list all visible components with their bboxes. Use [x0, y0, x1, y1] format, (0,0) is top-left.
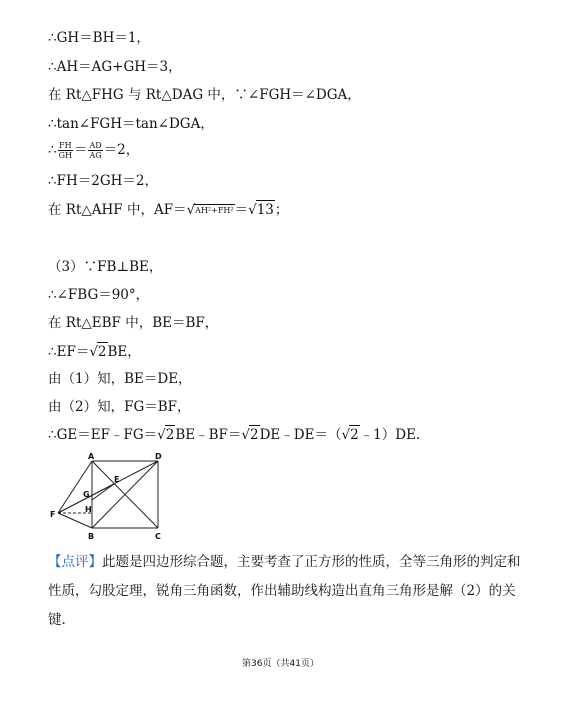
- radicand-ah2-fh2: AH²+FH²: [195, 206, 234, 215]
- step-line-14-part-d: ﹣1）DE.: [359, 427, 421, 443]
- step-line-11-prefix: ∴EF＝: [48, 344, 90, 360]
- step-line-11-suffix: BE，: [107, 344, 141, 360]
- step-line-14-part-c: DE﹣DE＝（: [259, 427, 342, 443]
- radical-sign: √: [248, 202, 257, 218]
- label-f: F: [50, 510, 56, 519]
- step-line-1: ∴GH＝BH＝1，: [48, 30, 150, 46]
- page-footer: 第36页（共41页）: [242, 659, 319, 669]
- radical-sign: √: [341, 427, 351, 443]
- step-line-14: [48, 425, 420, 444]
- geometry-figure: [48, 453, 178, 543]
- radicand-2: 2: [97, 344, 107, 360]
- step-line-3: 在 Rt△FHG 与 Rt△DAG 中，∵∠FGH＝∠DGA，: [48, 87, 361, 103]
- step-line-4: ∴tan∠FGH＝tan∠DGA，: [48, 116, 214, 132]
- segment-fb: [58, 513, 92, 528]
- radical-sign: √: [186, 202, 196, 218]
- step-line-7-equals: ＝: [234, 202, 249, 218]
- label-e: E: [114, 475, 120, 484]
- step-line-5-equals: ＝: [73, 142, 88, 158]
- step-line-7-suffix: ；: [274, 202, 289, 218]
- step-line-10: 在 Rt△EBF 中，BE＝BF，: [48, 315, 219, 331]
- step-line-7: [48, 200, 288, 219]
- step-line-11: [48, 342, 141, 361]
- radicand-2: 2: [350, 427, 359, 443]
- step-line-6: ∴FH＝2GH＝2，: [48, 173, 158, 189]
- step-line-14-part-b: BE﹣BF＝: [175, 427, 242, 443]
- step-line-5: [48, 141, 139, 160]
- radical-sign: √: [157, 427, 166, 443]
- fraction-fh-gh-denominator: GH: [58, 151, 72, 160]
- step-line-14-part-a: ∴GE＝EF﹣FG＝: [48, 427, 158, 443]
- label-g: G: [83, 490, 90, 499]
- comment-text: 此题是四边形综合题，主要考查了正方形的性质，全等三角形的判定和性质，勾股定理，锐角三角函数，作出辅助线构造出直角三角形是解（2）的关键.: [48, 554, 521, 628]
- radicand-2: 2: [250, 427, 259, 443]
- label-a: A: [88, 453, 95, 461]
- fraction-ad-ag-denominator: AG: [89, 151, 102, 160]
- label-b: B: [88, 532, 95, 541]
- step-line-7-prefix: 在 Rt△AHF 中，AF＝: [48, 202, 187, 218]
- radicand-2: 2: [165, 427, 175, 443]
- radical-sign: √: [89, 344, 98, 360]
- label-c: C: [155, 532, 161, 541]
- fraction-ad-ag-numerator: AD: [89, 141, 102, 150]
- fraction-fh-gh: [58, 141, 73, 160]
- fraction-fh-gh-numerator: FH: [59, 141, 72, 150]
- fraction-ad-ag: [88, 141, 102, 160]
- radicand-13: 13: [256, 202, 274, 218]
- comment-tag: 【点评】: [48, 554, 102, 570]
- radical-sign: √: [241, 427, 250, 443]
- label-h: H: [85, 505, 92, 514]
- step-line-12: 由（1）知，BE＝DE，: [48, 371, 192, 387]
- step-line-5-suffix: ＝2，: [103, 142, 140, 158]
- step-line-13: 由（2）知，FG＝BF，: [48, 399, 191, 415]
- step-line-2: ∴AH＝AG+GH＝3，: [48, 59, 182, 75]
- label-d: D: [155, 453, 162, 461]
- segment-fd: [58, 461, 158, 513]
- comment-paragraph: [48, 548, 524, 635]
- segment-eg: [92, 484, 114, 500]
- step-line-9: ∴∠FBG＝90°，: [48, 287, 150, 303]
- step-line-5-prefix: ∴: [48, 142, 57, 158]
- step-line-8: （3）∵FB⊥BE，: [48, 259, 163, 275]
